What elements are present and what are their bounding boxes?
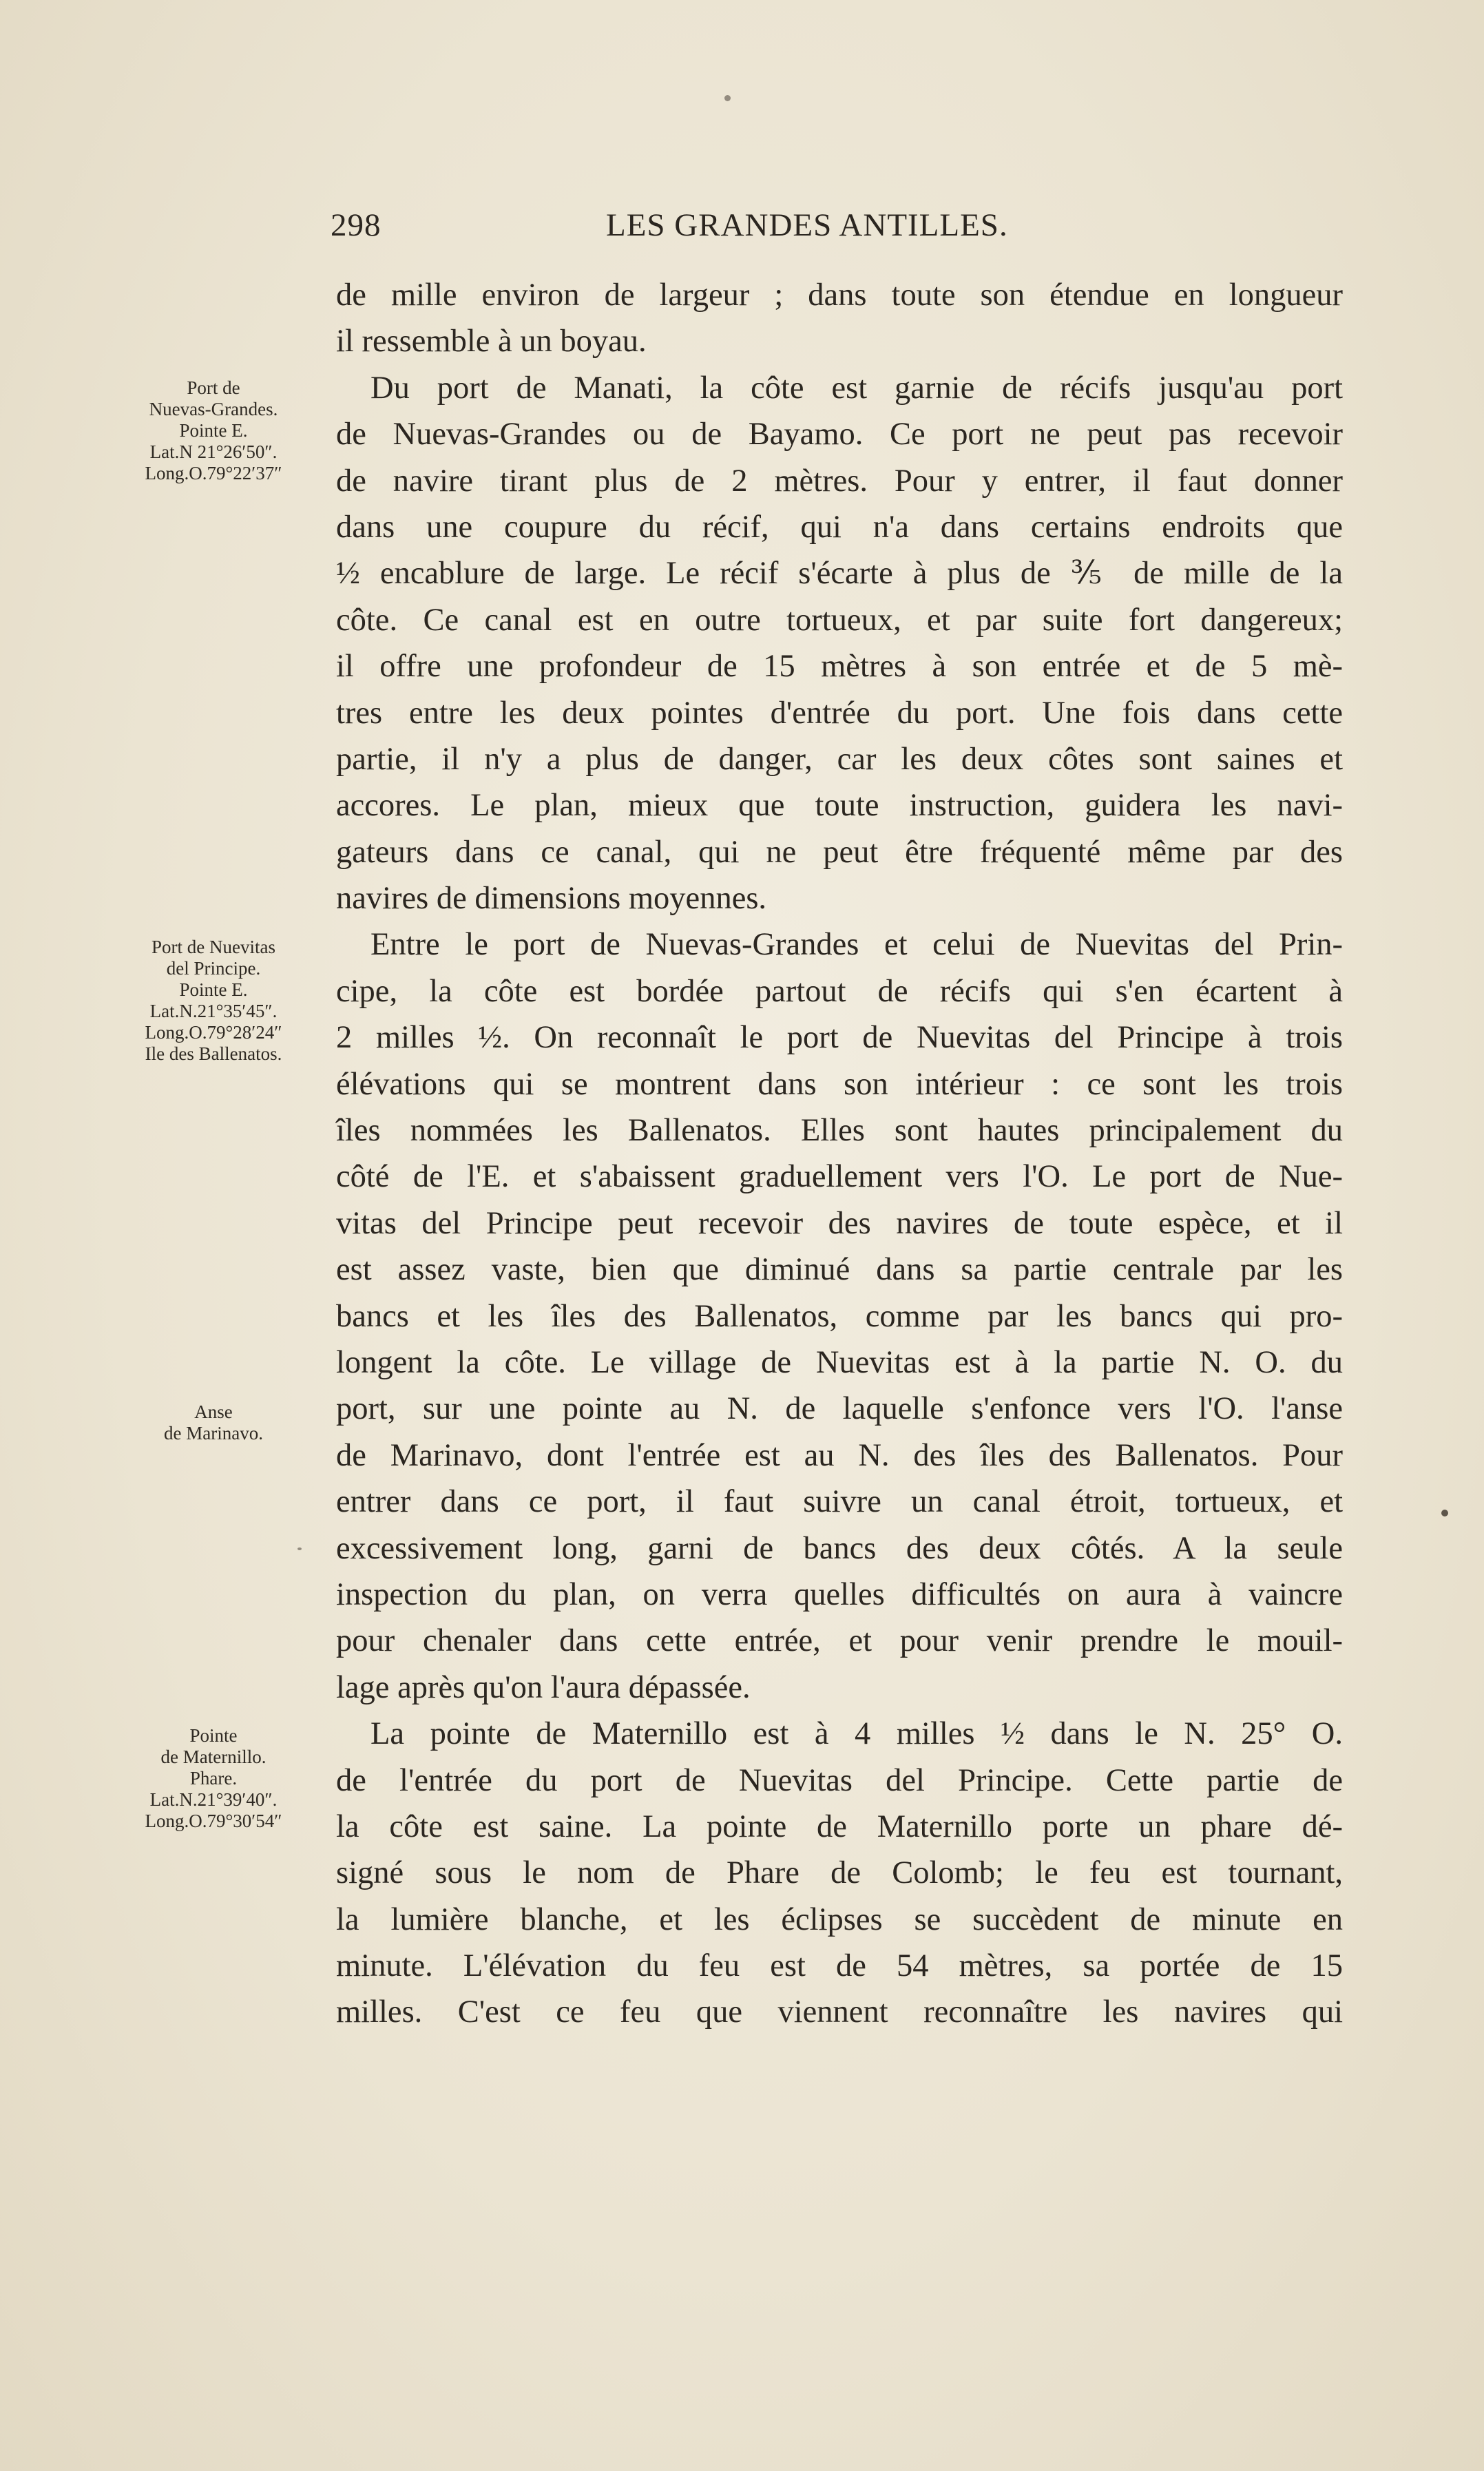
page-header: [331, 207, 1343, 262]
text-line: longent la côte. Le village de Nuevitas est à la partie N. O. du: [336, 1344, 1343, 1380]
text-line: entrer dans ce port, il faut suivre un canal étroit, tortueux, et: [336, 1484, 1343, 1520]
margin-note-marinavo: [103, 1401, 324, 1444]
text-line: inspection du plan, on verra quelles difficultés on aura à vaincre: [336, 1576, 1343, 1612]
margin-note-line: del Principe.: [166, 958, 261, 979]
text-line: partie, il n'y a plus de danger, car les deux côtes sont saines et: [336, 741, 1343, 777]
text-line: bancs et les îles des Ballenatos, comme par les bancs qui pro-: [336, 1298, 1343, 1334]
page-number: 298: [331, 207, 382, 243]
text-line: signé sous le nom de Phare de Colomb; le feu est tournant,: [336, 1855, 1343, 1891]
text-line: de navire tirant plus de 2 mètres. Pour y entrer, il faut donner: [336, 463, 1343, 499]
text-line: de Marinavo, dont l'entrée est au N. des îles des Ballenatos. Pour: [336, 1437, 1343, 1473]
margin-note-line: Port de: [187, 377, 240, 398]
text-line: de mille environ de largeur ; dans toute son étendue en longueur: [336, 278, 1343, 313]
margin-note-line: de Marinavo.: [164, 1423, 263, 1443]
text-line: côte. Ce canal est en outre tortueux, et par suite fort dangereux;: [336, 602, 1343, 638]
text-line: tres entre les deux pointes d'entrée du port. Une fois dans cette: [336, 695, 1343, 731]
margin-note-line: Pointe: [189, 1725, 238, 1746]
text-line: la lumière blanche, et les éclipses se succèdent de minute en: [336, 1901, 1343, 1937]
text-line: de l'entrée du port de Nuevitas del Principe. Cette partie de: [336, 1762, 1343, 1798]
text-line: navires de dimensions moyennes.: [336, 881, 767, 917]
text-line: La pointe de Maternillo est à 4 milles ½ dans le N. 25° O.: [370, 1716, 1343, 1752]
margin-note-line: Port de Nuevitas: [151, 937, 275, 957]
text-line: pour chenaler dans cette entrée, et pour venir prendre le mouil-: [336, 1623, 1343, 1659]
margin-note-nuevas-grandes: [103, 377, 324, 484]
margin-note-line: Lat.N 21°26′50″.: [149, 441, 278, 462]
margin-note-line: Long.O.79°30′54″: [145, 1811, 282, 1831]
margin-note-line: de Maternillo.: [160, 1747, 267, 1767]
margin-note-line: Nuevas-Grandes.: [149, 399, 278, 419]
scan-speck: [1441, 1510, 1448, 1516]
margin-note-line: Pointe E.: [179, 420, 248, 441]
text-line: Du port de Manati, la côte est garnie de récifs jusqu'au port: [370, 370, 1343, 406]
text-line: îles nommées les Ballenatos. Elles sont hautes principalement du: [336, 1113, 1343, 1149]
text-line: port, sur une pointe au N. de laquelle s'enfonce vers l'O. l'anse: [336, 1391, 1343, 1427]
text-line: côté de l'E. et s'abaissent graduellement vers l'O. Le port de Nue-: [336, 1159, 1343, 1195]
margin-note-line: Phare.: [189, 1768, 238, 1789]
margin-note-line: Long.O.79°22′37″: [145, 463, 282, 483]
text-line: minute. L'élévation du feu est de 54 mètres, sa portée de 15: [336, 1948, 1343, 1984]
text-line: cipe, la côte est bordée partout de récifs qui s'en écartent à: [336, 973, 1343, 1009]
margin-note-line: Pointe E.: [179, 979, 248, 1000]
text-line: accores. Le plan, mieux que toute instruction, guidera les navi-: [336, 788, 1343, 824]
margin-note-line: Anse: [194, 1401, 233, 1422]
running-title: LES GRANDES ANTILLES.: [606, 207, 1008, 243]
text-line: gateurs dans ce canal, qui ne peut être fréquenté même par des: [336, 834, 1343, 870]
margin-note-nuevitas: [103, 937, 324, 1065]
text-line: excessivement long, garni de bancs des deux côtés. A la seule: [336, 1530, 1343, 1566]
margin-note-line: Long.O.79°28′24″: [145, 1022, 282, 1043]
text-line: ½ encablure de large. Le récif s'écarte à plus de ⅗ de mille de la: [336, 556, 1343, 592]
margin-note-line: Lat.N.21°35′45″.: [149, 1001, 278, 1021]
text-line: de Nuevas-Grandes ou de Bayamo. Ce port ne peut pas recevoir: [336, 417, 1343, 452]
body-text: [336, 272, 1343, 2036]
text-line: milles. C'est ce feu que viennent reconnaître les navires qui: [336, 1994, 1343, 2030]
text-line: élévations qui se montrent dans son intérieur : ce sont les trois: [336, 1066, 1343, 1102]
text-line: 2 milles ½. On reconnaît le port de Nuevitas del Principe à trois: [336, 1020, 1343, 1056]
text-line: il offre une profondeur de 15 mètres à son entrée et de 5 mè-: [336, 649, 1343, 685]
margin-note-maternillo: [103, 1725, 324, 1832]
scan-speck: [297, 1547, 302, 1550]
text-line: il ressemble à un boyau.: [336, 324, 647, 359]
text-line: lage après qu'on l'aura dépassée.: [336, 1669, 751, 1705]
scan-speck: [724, 95, 731, 101]
text-line: Entre le port de Nuevas-Grandes et celui de Nuevitas del Prin-: [370, 927, 1343, 963]
text-line: vitas del Principe peut recevoir des navires de toute espèce, et il: [336, 1205, 1343, 1241]
margin-note-line: Lat.N.21°39′40″.: [149, 1789, 278, 1810]
text-line: est assez vaste, bien que diminué dans sa partie centrale par les: [336, 1252, 1343, 1288]
margin-note-line: Ile des Ballenatos.: [145, 1043, 282, 1064]
text-line: dans une coupure du récif, qui n'a dans certains endroits que: [336, 509, 1343, 545]
text-line: la côte est saine. La pointe de Maternillo porte un phare dé-: [336, 1808, 1343, 1844]
